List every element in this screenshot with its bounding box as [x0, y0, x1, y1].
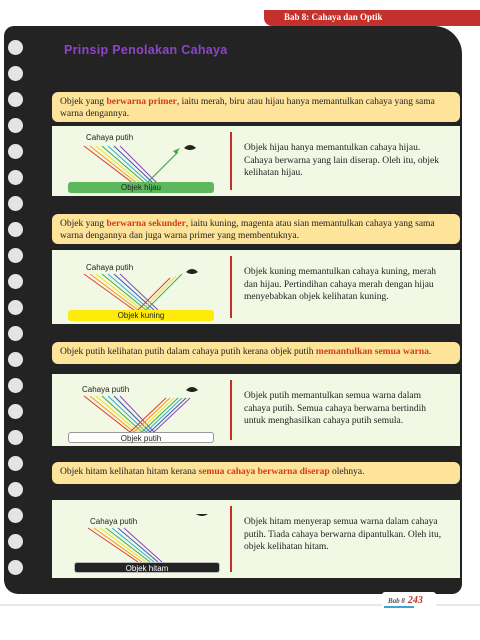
light-label: Cahaya putih [82, 385, 130, 394]
binder-hole [8, 170, 23, 185]
binder-hole [8, 534, 23, 549]
callout-text: olehnya. [329, 467, 365, 477]
binder-hole [8, 508, 23, 523]
callout-text: Objek yang [60, 219, 107, 229]
callout-text: . [428, 347, 432, 357]
binder-hole [8, 430, 23, 445]
diagram-panel-black [52, 500, 460, 578]
explanation-text: Objek kuning memantulkan cahaya kuning, merah dan hijau. Pertindihan cahaya merah dengan hijau menyebabkan objek kelihatan kuning. [244, 267, 437, 302]
explanation-text: Objek hijau hanya memantulkan cahaya hijau. Cahaya berwarna yang lain diserap. Oleh itu, objek kelihatan hijau. [244, 143, 439, 178]
divider-line [230, 380, 232, 440]
light-label: Cahaya putih [86, 263, 134, 272]
surface-black: Objek hitam [74, 562, 220, 573]
callout-highlight: semua cahaya berwarna diserap [198, 467, 330, 477]
binder-hole [8, 66, 23, 81]
divider-line [230, 256, 232, 318]
binder-hole [8, 482, 23, 497]
callout-white [52, 342, 460, 364]
divider-line [230, 506, 232, 572]
callout-text: Objek putih kelihatan putih dalam cahaya putih kerana objek putih [60, 347, 316, 357]
binder-hole [8, 404, 23, 419]
binder-hole [8, 352, 23, 367]
binder-hole [8, 456, 23, 471]
explanation-text: Objek putih memantulkan semua warna dalam cahaya putih. Semua cahaya berwarna bertindih untuk menghasilkan cahaya putih semula. [244, 391, 427, 426]
diagram-panel-secondary [52, 250, 460, 324]
surface-white: Objek putih [68, 432, 214, 443]
footer-accent [384, 606, 414, 608]
divider-line [230, 132, 232, 190]
callout-text: Objek hitam kelihatan hitam kerana [60, 467, 199, 477]
callout-highlight: berwarna sekunder [106, 219, 186, 229]
diagram-panel-white [52, 374, 460, 446]
binder-hole [8, 248, 23, 263]
binder-hole [8, 378, 23, 393]
eye-icon [186, 269, 198, 274]
light-label: Cahaya putih [86, 133, 134, 142]
binder-hole [8, 40, 23, 55]
surface-green: Objek hijau [68, 182, 214, 193]
reflection-diagram [72, 136, 222, 186]
eye-icon [196, 514, 208, 516]
reflection-diagram [72, 264, 222, 314]
surface-yellow: Objek kuning [68, 310, 214, 321]
callout-secondary [52, 214, 460, 244]
chapter-header: Bab 8: Cahaya dan Optik [264, 10, 480, 26]
binder-hole [8, 222, 23, 237]
explanation-text: Objek hitam menyerap semua warna dalam cahaya putih. Tiada cahaya berwarna dipantulkan. Oleh itu, objek kelihatan hitam. [244, 517, 442, 552]
callout-highlight: memantulkan semua warna [315, 347, 429, 357]
diagram-panel-primary [52, 126, 460, 196]
binder-hole [8, 300, 23, 315]
callout-black [52, 462, 460, 484]
reflection-diagram [72, 386, 222, 436]
binder-hole [8, 196, 23, 211]
binder-hole [8, 118, 23, 133]
binder-hole [8, 274, 23, 289]
eye-icon [186, 387, 198, 392]
binder-hole [8, 560, 23, 575]
binder-hole [8, 326, 23, 341]
callout-highlight: berwarna primer [106, 97, 177, 107]
page-footer [382, 592, 436, 607]
callout-text: , iaitu kuning, magenta atau sian memantulkan cahaya yang sama warna dengannya dan juga warna primer yang membentuknya. [60, 219, 435, 241]
binder-hole [8, 92, 23, 107]
callout-primary [52, 92, 460, 122]
page-number: 243 [407, 595, 423, 606]
section-title: Prinsip Penolakan Cahaya [64, 43, 228, 57]
callout-text: , iaitu merah, biru atau hijau hanya memantulkan cahaya yang sama warna dengannya. [60, 97, 435, 119]
absorption-diagram [72, 514, 222, 564]
footer-chapter: Bab 8 [388, 597, 405, 605]
binder-hole [8, 144, 23, 159]
light-label: Cahaya putih [90, 517, 138, 526]
callout-text: Objek yang [60, 97, 107, 107]
eye-icon [184, 145, 196, 150]
